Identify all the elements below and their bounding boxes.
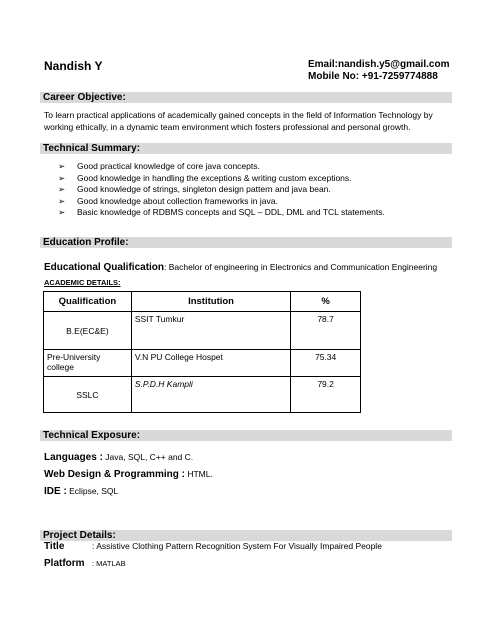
column-header: Qualification: [44, 292, 132, 312]
technical-exposure-heading: Technical Exposure:: [40, 430, 452, 441]
arrow-bullet-icon: ➢: [58, 195, 66, 206]
table-row: [44, 377, 361, 413]
arrow-bullet-icon: ➢: [58, 172, 66, 183]
institution-cell: S.P.D.H Kampli: [131, 377, 290, 413]
languages-line: [44, 452, 193, 463]
list-item: ➢ Good knowledge in handling the exceptions & writing custom exceptions.: [58, 172, 352, 183]
percent-cell: 75.34: [291, 350, 361, 377]
table-row: [44, 312, 361, 350]
candidate-name: Nandish Y: [44, 59, 103, 73]
ide-value: Eclipse, SQL: [66, 486, 119, 496]
mobile-text: Mobile No: +91-7259774888: [308, 71, 438, 82]
list-item: ➢ Good knowledge about collection frameworks in java.: [58, 195, 278, 206]
column-header: Institution: [131, 292, 290, 312]
table-row: [44, 350, 361, 377]
web-design-value: HTML.: [184, 469, 213, 479]
qualification-cell: SSLC: [44, 377, 132, 413]
arrow-bullet-icon: ➢: [58, 184, 66, 194]
project-title-label: Title: [44, 541, 65, 552]
languages-value: Java, SQL, C++ and C.: [102, 452, 194, 462]
languages-label: Languages :: [44, 452, 103, 463]
list-item: ➢ Basic knowledge of RDBMS concepts and SQL – DDL, DML and TCL statements.: [58, 207, 385, 217]
web-design-label: Web Design & Programming :: [44, 469, 185, 480]
arrow-bullet-icon: ➢: [58, 161, 66, 171]
project-title-value: : Assistive Clothing Pattern Recognition System For Visually Impaired People: [92, 541, 382, 551]
qualification-cell: Pre-University college: [44, 350, 132, 377]
web-design-line: [44, 469, 213, 480]
institution-cell: SSIT Tumkur: [131, 312, 290, 350]
percent-cell: 78.7: [291, 312, 361, 350]
email-text: Email:nandish.y5@gmail.com: [308, 59, 450, 70]
educational-qualification: [44, 262, 437, 273]
academic-details-table: [43, 291, 361, 413]
table-header-row: [44, 292, 361, 312]
technical-summary-list: [44, 161, 385, 219]
list-item: ➢ Good practical knowledge of core java concepts.: [58, 161, 260, 171]
education-profile-heading: Education Profile:: [40, 237, 452, 248]
institution-cell: V.N PU College Hospet: [131, 350, 290, 377]
project-platform-value: : MATLAB: [92, 559, 126, 568]
qualification-cell: B.E(EC&E): [44, 312, 132, 350]
column-header: %: [291, 292, 361, 312]
career-objective-heading: Career Objective:: [40, 92, 452, 103]
list-item: ➢ Good knowledge of strings, singleton design pattern and java bean.: [58, 184, 331, 194]
contact-block: [308, 59, 449, 83]
career-objective-text: To learn practical applications of academically gained concepts in the field of Information Technology by working ethically, in a dynamic team environment which fosters professional and personal growth.: [44, 110, 433, 132]
ide-label: IDE :: [44, 486, 67, 497]
arrow-bullet-icon: ➢: [58, 207, 66, 217]
qualification-value: : Bachelor of engineering in Electronics and Communication Engineering: [164, 262, 438, 272]
percent-cell: 79.2: [291, 377, 361, 413]
project-details-heading: Project Details:: [40, 530, 452, 541]
project-platform-line: [44, 558, 126, 569]
ide-line: [44, 486, 118, 497]
academic-details-heading: ACADEMIC DETAILS:: [44, 278, 121, 287]
qualification-label: Educational Qualification: [44, 262, 165, 273]
project-title-line: [44, 541, 382, 552]
technical-summary-heading: Technical Summary:: [40, 143, 452, 154]
project-platform-label: Platform: [44, 558, 85, 569]
